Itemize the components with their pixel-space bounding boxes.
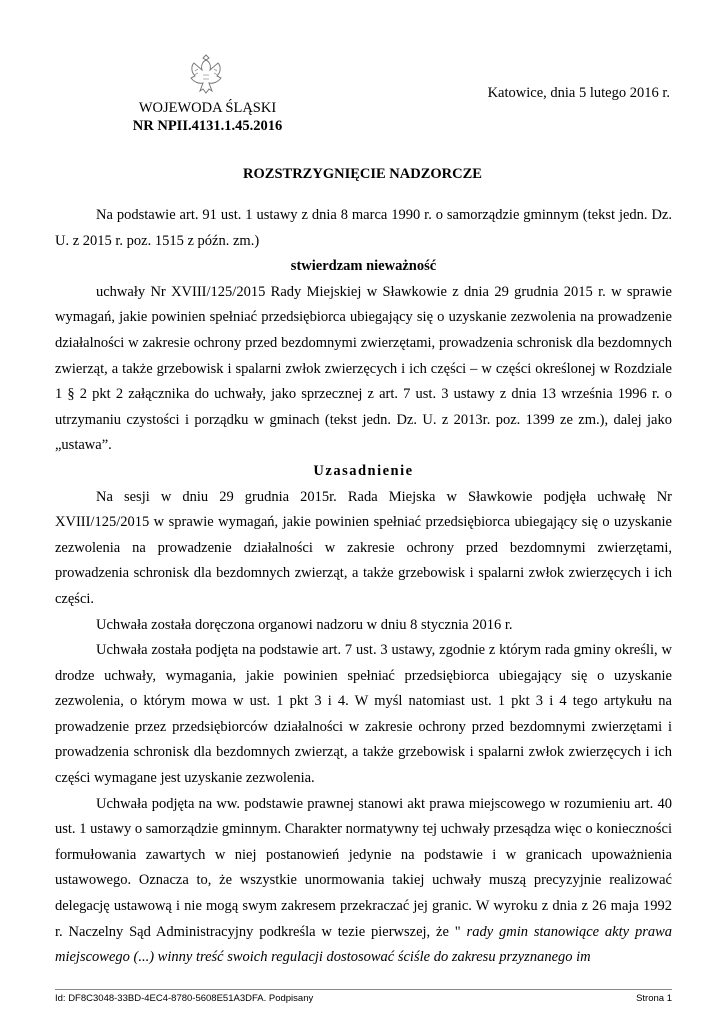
document-body xyxy=(55,203,672,971)
footer-divider xyxy=(55,989,672,990)
eagle-emblem-icon xyxy=(186,51,226,97)
paragraph-delivery: Uchwała została doręczona organowi nadzoru w dniu 8 stycznia 2016 r. xyxy=(96,616,513,633)
document-id: Id: DF8C3048-33BD-4EC4-8780-5608E51A3DFA. Podpisany xyxy=(55,993,314,1004)
paragraph-legal-basis: Na podstawie art. 91 ust. 1 ustawy z dnia 8 marca 1990 r. o samorządzie gminnym (tekst jedn. Dz. U. z 2015 r. poz. 1515 z późn. zm.) xyxy=(55,207,672,249)
paragraph-normative-character xyxy=(55,792,672,971)
page-number: Strona 1 xyxy=(636,993,672,1004)
court-quote: rady gmin stanowiące akty prawa miejscowego (...) winny treść swoich regulacji dostosować ściśle do zakresu przyznanego im xyxy=(55,923,673,966)
paragraph-session: Na sesji w dniu 29 grudnia 2015r. Rada Miejska w Sławkowie podjęła uchwałę Nr XVIII/125/2015 w sprawie wymagań, jakie powinien spełniać przedsiębiorca ubiegający się o uzyskanie zezwolenia na prowadzenie działalności w zakresie ochrony przed bezdomnymi zwierzętami, prowadzenia schronisk dla bezdomnych zwierząt, a także grzebowisk i spalarni zwłok zwierzęcych i ich części. xyxy=(55,488,672,607)
document-title: ROZSTRZYGNIĘCIE NADZORCZE xyxy=(243,166,482,182)
heading-justification: Uzasadnienie xyxy=(313,462,414,479)
footer xyxy=(55,993,672,1004)
paragraph-text: Uchwała podjęta na ww. podstawie prawnej stanowi akt prawa miejscowego w rozumieniu art. 40 ust. 1 ustawy o samorządzie gminnym. Charakter normatywny tej uchwały przesądza więc o konieczności formułowania zawartych w niej postanowień jedynie na podstawie i w granicach upoważnienia ustawowego. Oznacza to, że wszystkie unormowania takiej uchwały muszą precyzyjnie realizować delegację ustawową i nie mogą swym zakresem przekraczać jej granic. W wyroku z dnia z 26 maja 1992 r. Naczelny Sąd Administracyjny podkreśla w tezie pierwszej, że " xyxy=(55,795,672,940)
issuer-name: WOJEWODA ŚLĄSKI xyxy=(138,100,277,116)
paragraph-ruling: uchwały Nr XVIII/125/2015 Rady Miejskiej w Sławkowie z dnia 29 grudnia 2015 r. w sprawie wymagań, jakie powinien spełniać przedsiębiorca ubiegający się o uzyskanie zezwolenia na prowadzenie działalności w zakresie ochrony przed bezdomnymi zwierzętami, prowadzenia schronisk dla bezdomnych zwierząt, a także grzebowisk i spalarni zwłok zwierzęcych i ich części – w części określonej w Rozdziale 1 § 2 pkt 2 załącznika do uchwały, jako sprzecznej z art. 7 ust. 3 ustawy z dnia 13 września 1996 r. o utrzymaniu czystości i porządku w gminach (tekst jedn. Dz. U. z 2013r. poz. 1399 ze zm.), dalej jako „ustawa”. xyxy=(55,283,672,454)
document-number: NR NPII.4131.1.45.2016 xyxy=(132,118,283,134)
paragraph-legal-basis-resolution: Uchwała została podjęta na podstawie art. 7 ust. 3 ustawy, zgodnie z którym rada gminy określi, w drodze uchwały, wymagania, jakie powinien spełniać przedsiębiorca ubiegający się o uzyskanie zezwolenia, o którym mowa w ust. 1 pkt 3 i 4. W myśl natomiast ust. 1 pkt 3 i 4 tego artykułu na prowadzenie przez przedsiębiorców działalności w zakresie ochrony przed bezdomnymi zwierzętami i prowadzenia schronisk dla bezdomnych zwierząt, a także grzebowisk i spalarni zwłok zwierzęcych i ich części wymagane jest uzyskanie zezwolenia. xyxy=(55,642,672,787)
heading-ruling: stwierdzam nieważność xyxy=(290,258,437,275)
document-date: Katowice, dnia 5 lutego 2016 r. xyxy=(487,85,670,101)
issuer-block xyxy=(120,99,295,135)
